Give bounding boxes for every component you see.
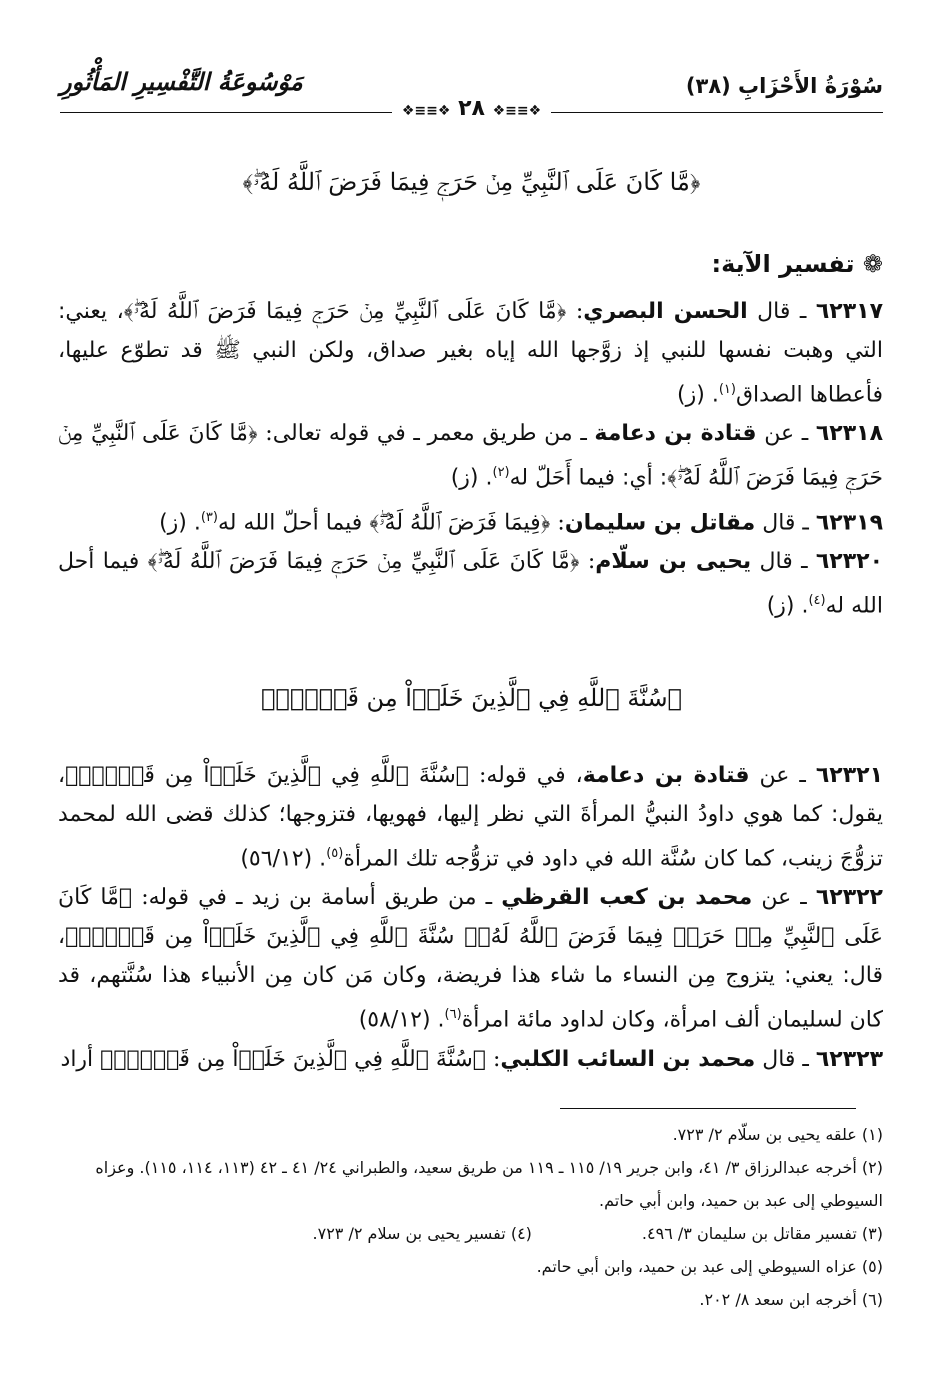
entry-text: فيما أحل الله له: [58, 548, 883, 619]
ornament-right-icon: ❖≡≡❖: [492, 103, 542, 119]
narrator-name: قتادة بن دعامة: [594, 421, 757, 447]
quran-quote: : ﴿مَّا كَانَ عَلَى ٱلنَّبِيِّ مِنۡ حَرَجٖ فِيمَا فَرَضَ ٱللَّهُ لَهُۥۖ﴾: [123, 299, 584, 324]
entry-number: ٦٢٣٢٣: [815, 1046, 883, 1072]
footnote-4: (٤) تفسير يحيى بن سلام ٢/ ٧٢٣.: [312, 1224, 532, 1243]
footnote-ref[interactable]: (٢): [492, 465, 510, 481]
surah-title: سُوْرَةُ الأَحْزَابِ (٣٨): [685, 74, 883, 98]
entry-source: . (٥٨/١٢): [358, 1007, 445, 1033]
tafsir-entries-2: [58, 756, 883, 1079]
quran-quote: : ﴿فِيمَا فَرَضَ ٱللَّهُ لَهُۥۖ﴾: [369, 509, 565, 535]
entry-number: ٦٢٣٢٢: [815, 885, 883, 911]
entry-text: أراد: [60, 1046, 101, 1072]
entry-prefix: ـ قال: [751, 548, 816, 574]
entry-number: ٦٢٣١٧: [815, 299, 884, 324]
quran-quote: ـ من طريق أسامة بن زيد ـ في قوله: ﴿مَّا كَانَ عَلَى ٱلنَّبِيِّ مِنۡ حَرَجٖ فِيمَا فَرَضَ ٱللَّهُ لَهُۥۖ سُنَّةَ ٱللَّهِ فِي ٱلَّذِينَ خَلَوۡاْ مِن قَبۡلُۚ﴾: [58, 885, 883, 950]
entry-prefix: ـ قال: [755, 1046, 816, 1072]
footnote-separator: [560, 1108, 856, 1109]
narrator-name: الحسن البصري: [583, 299, 748, 324]
footnote-2: (٢) أخرجه عبدالرزاق ٣/ ٤١، وابن جرير ١٩/ ١١٥ ـ ١١٩ من طريق سعيد، والطبراني ٢٤/ ٤١ ـ ٤٢ (١١٣، ١١٤، ١١٥). وعزاه السيوطي إلى عبد بن حميد، وابن أبي حاتم.: [95, 1158, 883, 1210]
footnote-ref[interactable]: (٦): [444, 1007, 462, 1023]
entry-62322: [58, 878, 883, 1039]
footnote-row-3-4: [70, 1217, 883, 1250]
entry-62317: [58, 292, 883, 414]
footnote-ref[interactable]: (٥): [326, 846, 344, 861]
entry-prefix: ـ قال: [755, 509, 816, 535]
entry-number: ٦٢٣١٩: [815, 509, 883, 535]
footnote-1: (١) علقه يحيى بن سلّام ٢/ ٧٢٣.: [672, 1125, 883, 1144]
entry-text: ، يعني: التي وهبت نفسها للنبي إذ زوَّجها الله إياه بغير صداق، ولكن النبي ﷺ قد تطوّع عليها، فأعطاها الصداق: [58, 299, 883, 408]
page-number-box: [392, 96, 551, 121]
entry-text: ، قال: يعني: يتزوج مِن النساء ما شاء هذا فريضة، وكان مَن كان مِن الأنبياء هذا سُنَّتهم، قد كان لسليمان ألف امرأة، وكان لداود مائة امرأة: [58, 924, 883, 1033]
entry-source: . (ز): [159, 509, 201, 535]
entry-text: : أي: فيما أَحَلّ له: [509, 465, 668, 491]
entry-source: . (ز): [766, 593, 809, 619]
entry-62321: [58, 756, 883, 878]
page-header: [60, 62, 883, 122]
footnote-ref[interactable]: (٤): [808, 592, 826, 608]
narrator-name: يحيى بن سلّام: [595, 548, 752, 574]
entry-62319: [58, 498, 883, 542]
narrator-name: محمد بن كعب القرظي: [501, 885, 753, 911]
quran-quote: ، في قوله: ﴿سُنَّةَ ٱللَّهِ فِي ٱلَّذِينَ خَلَوۡاْ مِن قَبۡلُۚ﴾: [65, 763, 583, 788]
section-title: ❁ تفسير الآية:: [711, 250, 883, 278]
footnote-6: (٦) أخرجه ابن سعد ٨/ ٢٠٢.: [699, 1290, 883, 1309]
entry-text: ، يقول: كما هوي داودُ النبيُّ المرأةَ التي نظر إليها، فهويها، فتزوجها؛ كذلك قضى الله لمحمد تزوُّجَ زينب، كما كان سُنَّة الله في داود في تزوُّجه تلك المرأة: [58, 763, 883, 872]
entry-62320: [58, 542, 883, 625]
page-number: ٢٨: [458, 96, 485, 121]
quran-quote: : ﴿مَّا كَانَ عَلَى ٱلنَّبِيِّ مِنۡ حَرَجٖ فِيمَا فَرَضَ ٱللَّهُ لَهُۥۖ﴾: [147, 548, 596, 574]
entry-prefix: ـ عن: [752, 885, 816, 911]
verse-heading-2: ﴿سُنَّةَ ٱللَّهِ فِي ٱلَّذِينَ خَلَوۡاْ مِن قَبۡلُۚ﴾: [261, 684, 682, 712]
entry-source: . (ز): [450, 465, 493, 491]
footnotes: [70, 1118, 883, 1316]
entry-number: ٦٢٣٢٠: [815, 548, 883, 574]
footnote-3: (٣) تفسير مقاتل بن سليمان ٣/ ٤٩٦.: [641, 1224, 883, 1243]
ornament-left-icon: ❖≡≡❖: [401, 103, 451, 119]
footnote-5: (٥) عزاه السيوطي إلى عبد بن حميد، وابن أبي حاتم.: [536, 1257, 883, 1276]
quran-quote: ـ من طريق معمر ـ في قوله تعالى: ﴿مَّا كَانَ عَلَى ٱلنَّبِيِّ مِنۡ حَرَجٖ فِيمَا فَرَضَ ٱللَّهُ لَهُۥۖ﴾: [58, 421, 883, 491]
entry-prefix: ـ عن: [749, 763, 816, 788]
book-title: مَوْسُوعَةُ التَّفْسِيرِ المَأْثُورِ: [60, 68, 303, 96]
entry-prefix: ـ عن: [756, 421, 816, 447]
entry-source: . (ز): [677, 382, 719, 408]
quran-quote: : ﴿سُنَّةَ ٱللَّهِ فِي ٱلَّذِينَ خَلَوۡاْ مِن قَبۡلُۚ﴾: [100, 1046, 501, 1072]
entry-text: فيما أحلّ الله له: [217, 509, 370, 535]
entry-source: . (٥٦/١٢): [240, 846, 327, 872]
verse-heading-1: ﴿مَّا كَانَ عَلَى ٱلنَّبِيِّ مِنۡ حَرَجٖ فِيمَا فَرَضَ ٱللَّهُ لَهُۥۖ﴾: [242, 168, 701, 196]
narrator-name: مقاتل بن سليمان: [564, 509, 756, 535]
entry-62318: [58, 414, 883, 497]
entry-number: ٦٢٣٢١: [815, 763, 884, 788]
entry-number: ٦٢٣١٨: [815, 421, 884, 447]
narrator-name: قتادة بن دعامة: [582, 763, 750, 788]
entry-62323: [58, 1040, 883, 1079]
footnote-ref[interactable]: (١): [718, 382, 736, 397]
footnote-gap: [532, 1217, 642, 1250]
tafsir-entries-1: [58, 292, 883, 625]
footnote-ref[interactable]: (٣): [200, 509, 218, 525]
entry-prefix: ـ قال: [747, 299, 816, 324]
narrator-name: محمد بن السائب الكلبي: [500, 1046, 756, 1072]
